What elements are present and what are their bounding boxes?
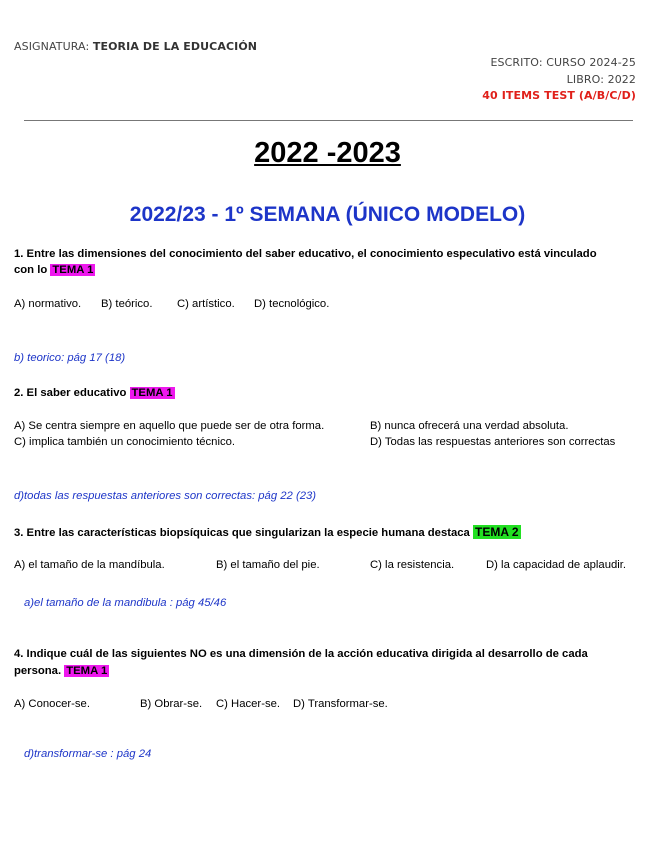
question-4-option-b: B) Obrar-se. (140, 698, 203, 710)
page-title: 2022 -2023 (254, 137, 401, 169)
question-3-line1 (14, 525, 521, 539)
question-2-option-c: C) implica también un conocimiento técnico. (14, 436, 236, 448)
question-1-option-a: A) normativo. (14, 298, 82, 310)
question-2-option-d: D) Todas las respuestas anteriores son correctas (370, 436, 616, 448)
question-3-tag: TEMA 2 (474, 525, 519, 539)
question-1-tag: TEMA 1 (52, 264, 94, 276)
question-3-option-d: D) la capacidad de aplaudir. (486, 559, 627, 571)
question-4-line2-text: persona. (14, 665, 62, 677)
libro-line: LIBRO: 2022 (566, 73, 636, 86)
question-2-text: 2. El saber educativo (14, 387, 127, 399)
question-4-option-d: D) Transformar-se. (293, 698, 388, 710)
question-4-answer: d)transformar-se : pág 24 (24, 748, 152, 760)
escrito-line: ESCRITO: CURSO 2024-25 (490, 56, 636, 69)
question-3-option-a: A) el tamaño de la mandíbula. (14, 559, 165, 571)
page-subtitle: 2022/23 - 1º SEMANA (ÚNICO MODELO) (129, 203, 526, 226)
question-1-line2 (14, 264, 95, 276)
question-1-option-c: C) artístico. (177, 298, 235, 310)
items-line: 40 ITEMS TEST (A/B/C/D) (482, 89, 636, 102)
question-2-answer: d)todas las respuestas anteriores son correctas: pág 22 (23) (14, 490, 317, 502)
question-1-option-d: D) tecnológico. (254, 298, 330, 310)
question-2-option-b: B) nunca ofrecerá una verdad absoluta. (370, 420, 569, 432)
question-4-line2 (14, 665, 109, 677)
question-1-option-b: B) teórico. (101, 298, 153, 310)
question-1-answer: b) teorico: pág 17 (18) (14, 352, 126, 364)
question-1-line2-text: con lo (14, 264, 48, 276)
question-3-text: 3. Entre las características biopsíquicas que singularizan la especie humana destaca (14, 527, 470, 539)
question-3-option-b: B) el tamaño del pie. (216, 559, 320, 571)
question-4-option-a: A) Conocer-se. (14, 698, 90, 710)
question-4-tag: TEMA 1 (66, 665, 108, 677)
question-3-option-c: C) la resistencia. (370, 559, 455, 571)
subject-name: TEORIA DE LA EDUCACIÓN (92, 40, 258, 53)
question-1-line1: 1. Entre las dimensiones del conocimiento del saber educativo, el conocimiento especulativo está vinculado (14, 248, 597, 260)
question-2-option-a: A) Se centra siempre en aquello que puede ser de otra forma. (14, 420, 325, 432)
subject-line (14, 40, 257, 53)
subject-prefix: ASIGNATURA: (14, 40, 93, 53)
question-4-line1: 4. Indique cuál de las siguientes NO es una dimensión de la acción educativa dirigida al desarrollo de cada (14, 648, 588, 660)
question-2-tag: TEMA 1 (131, 387, 173, 399)
question-3-answer: a)el tamaño de la mandibula : pág 45/46 (24, 597, 227, 609)
header-divider (24, 120, 633, 121)
question-4-option-c: C) Hacer-se. (216, 698, 281, 710)
question-2-line1 (14, 387, 175, 399)
